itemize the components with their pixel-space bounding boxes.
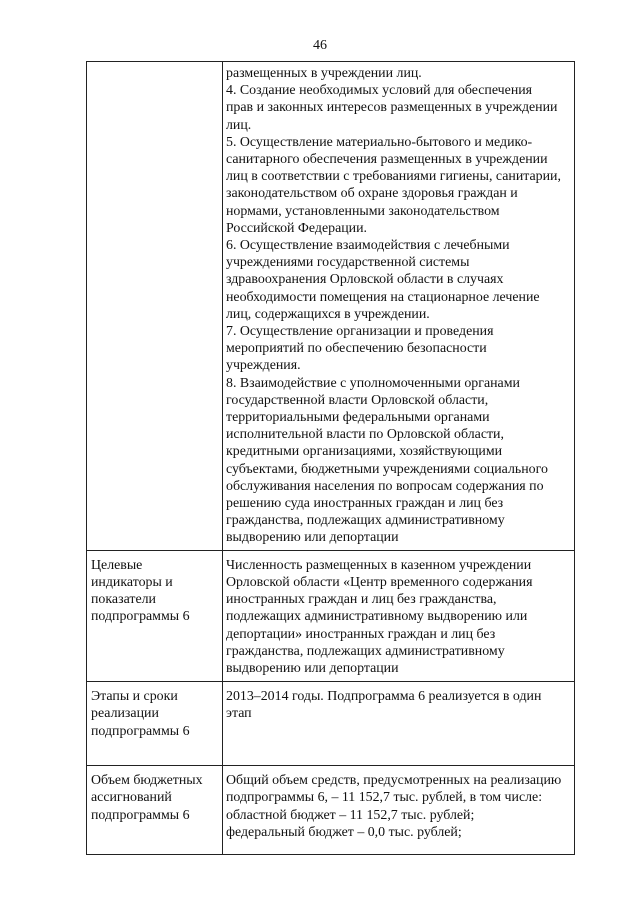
content-line: 8. Взаимодействие с уполномоченными органами [226,375,520,391]
content-line: санитарного обеспечения размещенных в учреждении [226,152,548,168]
row-content-cell [223,550,575,681]
content-line: нормами, установленными законодательством [226,203,500,219]
content-line: лиц в соответствии с требованиями гигиены, санитарии, [226,169,561,185]
content-line: исполнительной власти по Орловской области, [226,427,504,443]
row-content-cell [223,682,575,766]
content-line: мероприятий по обеспечению безопасности [226,341,487,357]
row-label-cell [87,766,223,855]
label-line: реализации [91,706,159,722]
label-line: Этапы и сроки [91,689,178,705]
content-line: депортации» иностранных граждан и лиц без [226,626,496,642]
content-line: территориальными федеральными органами [226,410,490,426]
content-line: 6. Осуществление взаимодействия с лечебными [226,238,510,254]
table-row [87,682,575,766]
page-number: 46 [313,38,327,53]
row-label-cell [87,682,223,766]
label-line: показатели [91,592,156,608]
content-line: 7. Осуществление организации и проведения [226,324,494,340]
content-line: государственной власти Орловской области, [226,392,489,408]
content-line: Численность размещенных в казенном учреждении [226,557,532,573]
content-line: этап [226,706,252,722]
table-row [87,766,575,855]
content-line: Российской Федерации. [226,220,368,236]
table-row [87,550,575,681]
content-line: выдворению или депортации [226,660,399,676]
label-line: индикаторы и [91,574,173,590]
content-line: лиц. [226,117,252,133]
content-line: законодательством об охране здоровья граждан и [226,186,518,202]
content-line: учреждения. [226,358,301,374]
passport-table [86,61,575,855]
content-line: необходимости помещения на стационарное лечение [226,289,540,305]
content-line: выдворению или депортации [226,530,399,546]
content-line: решению суда иностранных граждан и лиц без [226,496,504,512]
label-line: подпрограммы 6 [91,609,190,625]
content-line: подлежащих административному выдворению или [226,609,528,625]
content-line: учреждениями государственной системы [226,255,470,271]
content-line: кредитными организациями, хозяйствующими [226,444,503,460]
label-line: ассигнований [91,790,172,806]
label-line: Целевые [91,557,143,573]
content-line: 5. Осуществление материально-бытового и медико- [226,134,533,150]
content-line: иностранных граждан и лиц без гражданства, [226,592,497,608]
content-line: гражданства, подлежащих административному [226,643,505,659]
content-line: подпрограммы 6, – 11 152,7 тыс. рублей, в том числе: [226,790,543,806]
content-line: лиц, содержащихся в учреждении. [226,306,430,322]
content-line: здравоохранения Орловской области в случаях [226,272,504,288]
row-label-cell [87,62,223,551]
content-line: областной бюджет – 11 152,7 тыс. рублей; [226,807,475,823]
label-line: подпрограммы 6 [91,723,190,739]
content-line: Общий объем средств, предусмотренных на реализацию [226,773,562,789]
row-content-cell [223,62,575,551]
content-line: гражданства, подлежащих административному [226,513,505,529]
content-line: обслуживания населения по вопросам содержания по [226,478,544,494]
content-line: Орловской области «Центр временного содержания [226,574,533,590]
label-line: Объем бюджетных [91,773,203,789]
content-line: прав и законных интересов размещенных в учреждении [226,100,558,116]
content-line: субъектами, бюджетными учреждениями социального [226,461,548,477]
content-line: 2013–2014 годы. Подпрограмма 6 реализуется в один [226,689,542,705]
table-row [87,62,575,551]
label-line: подпрограммы 6 [91,807,190,823]
row-content-cell [223,766,575,855]
row-label-cell [87,550,223,681]
content-line: 4. Создание необходимых условий для обеспечения [226,83,533,99]
content-line: размещенных в учреждении лиц. [226,66,422,81]
content-line: федеральный бюджет – 0,0 тыс. рублей; [226,824,462,840]
